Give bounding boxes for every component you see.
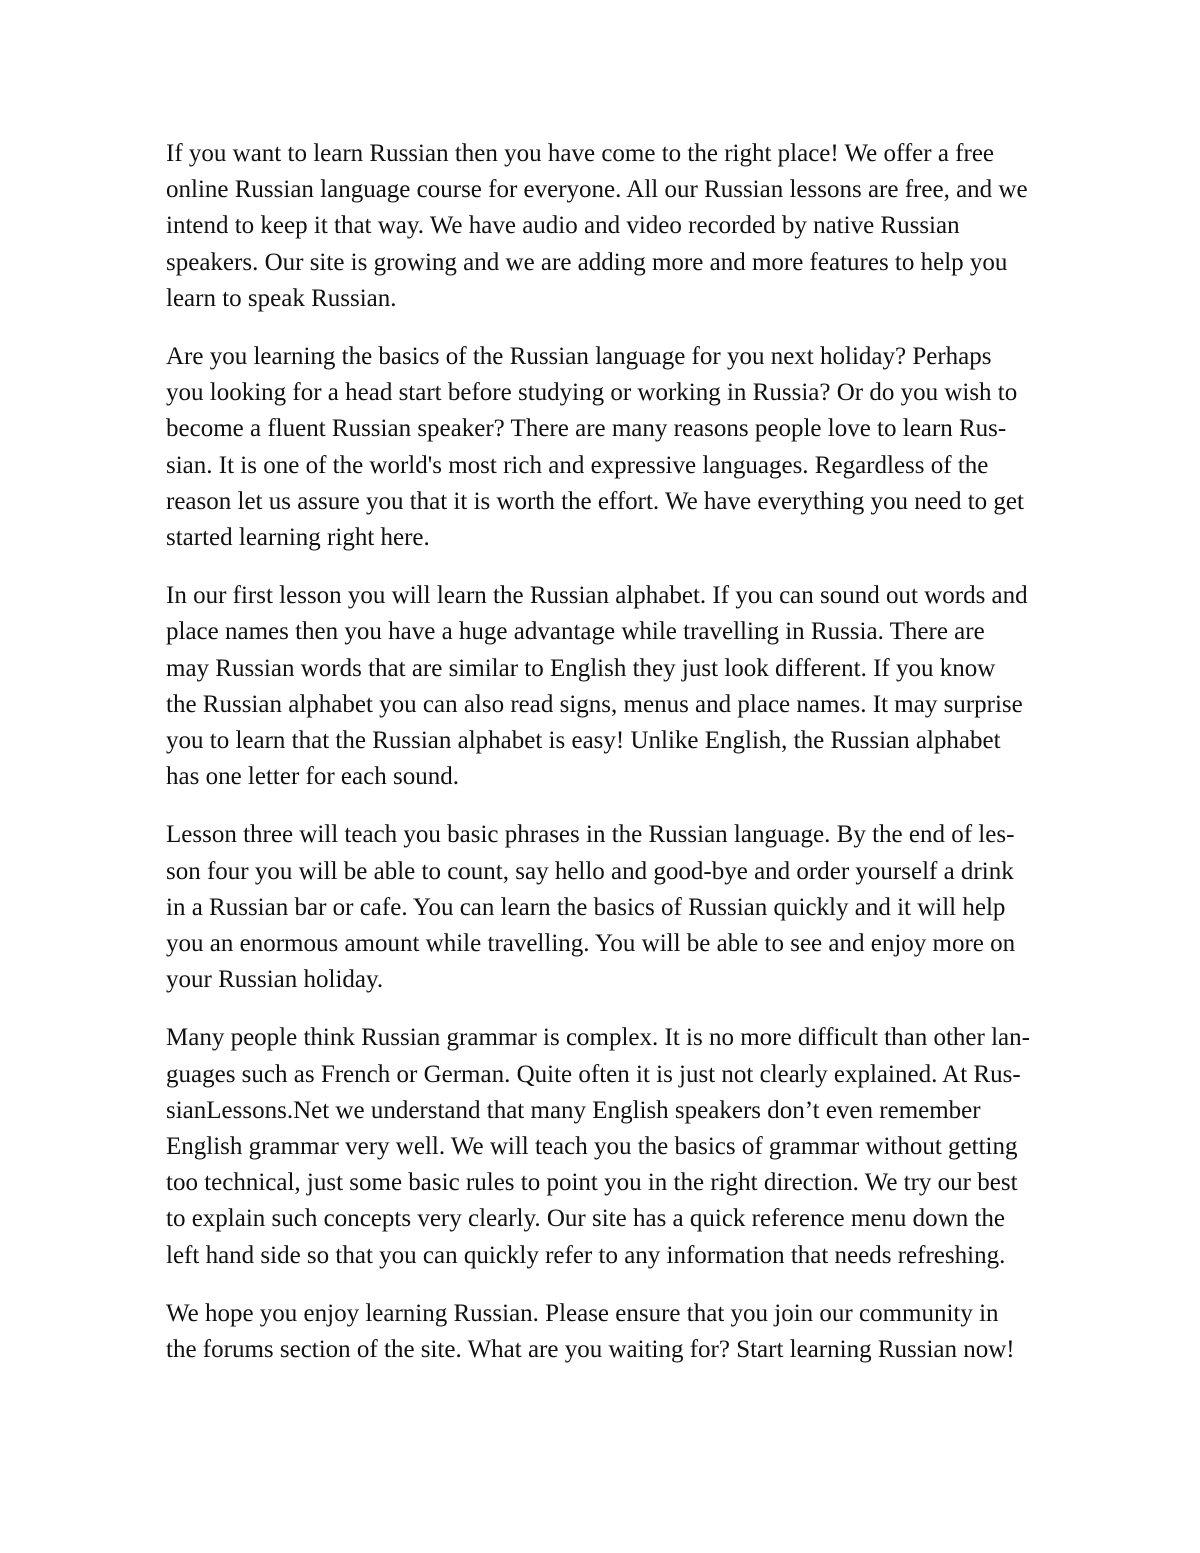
text-line: speakers. Our site is growing and we are adding more and more features to help you: [166, 248, 1008, 276]
text-line: has one letter for each sound.: [166, 763, 459, 791]
text-line: In our first lesson you will learn the Russian alphabet. If you can sound out words and: [166, 582, 1028, 610]
text-line: you an enormous amount while travelling. You will be able to see and enjoy more on: [166, 930, 1016, 958]
text-line: the forums section of the site. What are you waiting for? Start learning Russian now!: [166, 1336, 1015, 1364]
text-line: started learning right here.: [166, 524, 430, 552]
text-line: Lesson three will teach you basic phrases in the Russian language. By the end of les-: [166, 821, 1015, 849]
paragraph-phrases: [166, 817, 1121, 998]
text-line: place names then you have a huge advantage while travelling in Russia. There are: [166, 618, 985, 646]
text-line: become a fluent Russian speaker? There are many reasons people love to learn Rus-: [166, 415, 1007, 443]
text-line: We hope you enjoy learning Russian. Please ensure that you join our community in: [166, 1299, 999, 1327]
paragraph-intro: [166, 136, 1121, 317]
paragraph-grammar: [166, 1020, 1121, 1273]
text-line: too technical, just some basic rules to point you in the right direction. We try our best: [166, 1169, 1018, 1197]
paragraph-reasons: [166, 339, 1121, 556]
text-line: you to learn that the Russian alphabet is easy! Unlike English, the Russian alphabet: [166, 727, 1001, 755]
text-line: son four you will be able to count, say hello and good-bye and order yourself a drink: [166, 857, 1014, 885]
text-line: intend to keep it that way. We have audio and video recorded by native Russian: [166, 212, 960, 240]
paragraph-alphabet: [166, 578, 1121, 795]
document-body: [166, 136, 1121, 1390]
text-line: the Russian alphabet you can also read signs, menus and place names. It may surprise: [166, 690, 1023, 718]
text-line: your Russian holiday.: [166, 966, 384, 994]
text-line: online Russian language course for everyone. All our Russian lessons are free, and we: [166, 176, 1028, 204]
text-line: left hand side so that you can quickly refer to any information that needs refreshing.: [166, 1241, 1006, 1269]
text-line: guages such as French or German. Quite often it is just not clearly explained. At Rus-: [166, 1060, 1021, 1088]
text-line: learn to speak Russian.: [166, 284, 397, 312]
text-line: sian. It is one of the world's most rich and expressive languages. Regardless of the: [166, 451, 989, 479]
text-line: Are you learning the basics of the Russian language for you next holiday? Perhaps: [166, 343, 992, 371]
text-line: English grammar very well. We will teach you the basics of grammar without getting: [166, 1133, 1018, 1161]
text-line: Many people think Russian grammar is complex. It is no more difficult than other lan-: [166, 1024, 1030, 1052]
text-line: to explain such concepts very clearly. Our site has a quick reference menu down the: [166, 1205, 1006, 1233]
text-line: you looking for a head start before studying or working in Russia? Or do you wish to: [166, 379, 1018, 407]
text-line: If you want to learn Russian then you have come to the right place! We offer a free: [166, 140, 995, 167]
text-line: sianLessons.Net we understand that many English speakers don’t even remember: [166, 1096, 981, 1124]
text-line: in a Russian bar or cafe. You can learn the basics of Russian quickly and it will help: [166, 893, 1006, 921]
text-line: reason let us assure you that it is worth the effort. We have everything you need to get: [166, 487, 1024, 515]
paragraph-closing: [166, 1296, 1121, 1368]
text-line: may Russian words that are similar to English they just look different. If you know: [166, 654, 996, 682]
